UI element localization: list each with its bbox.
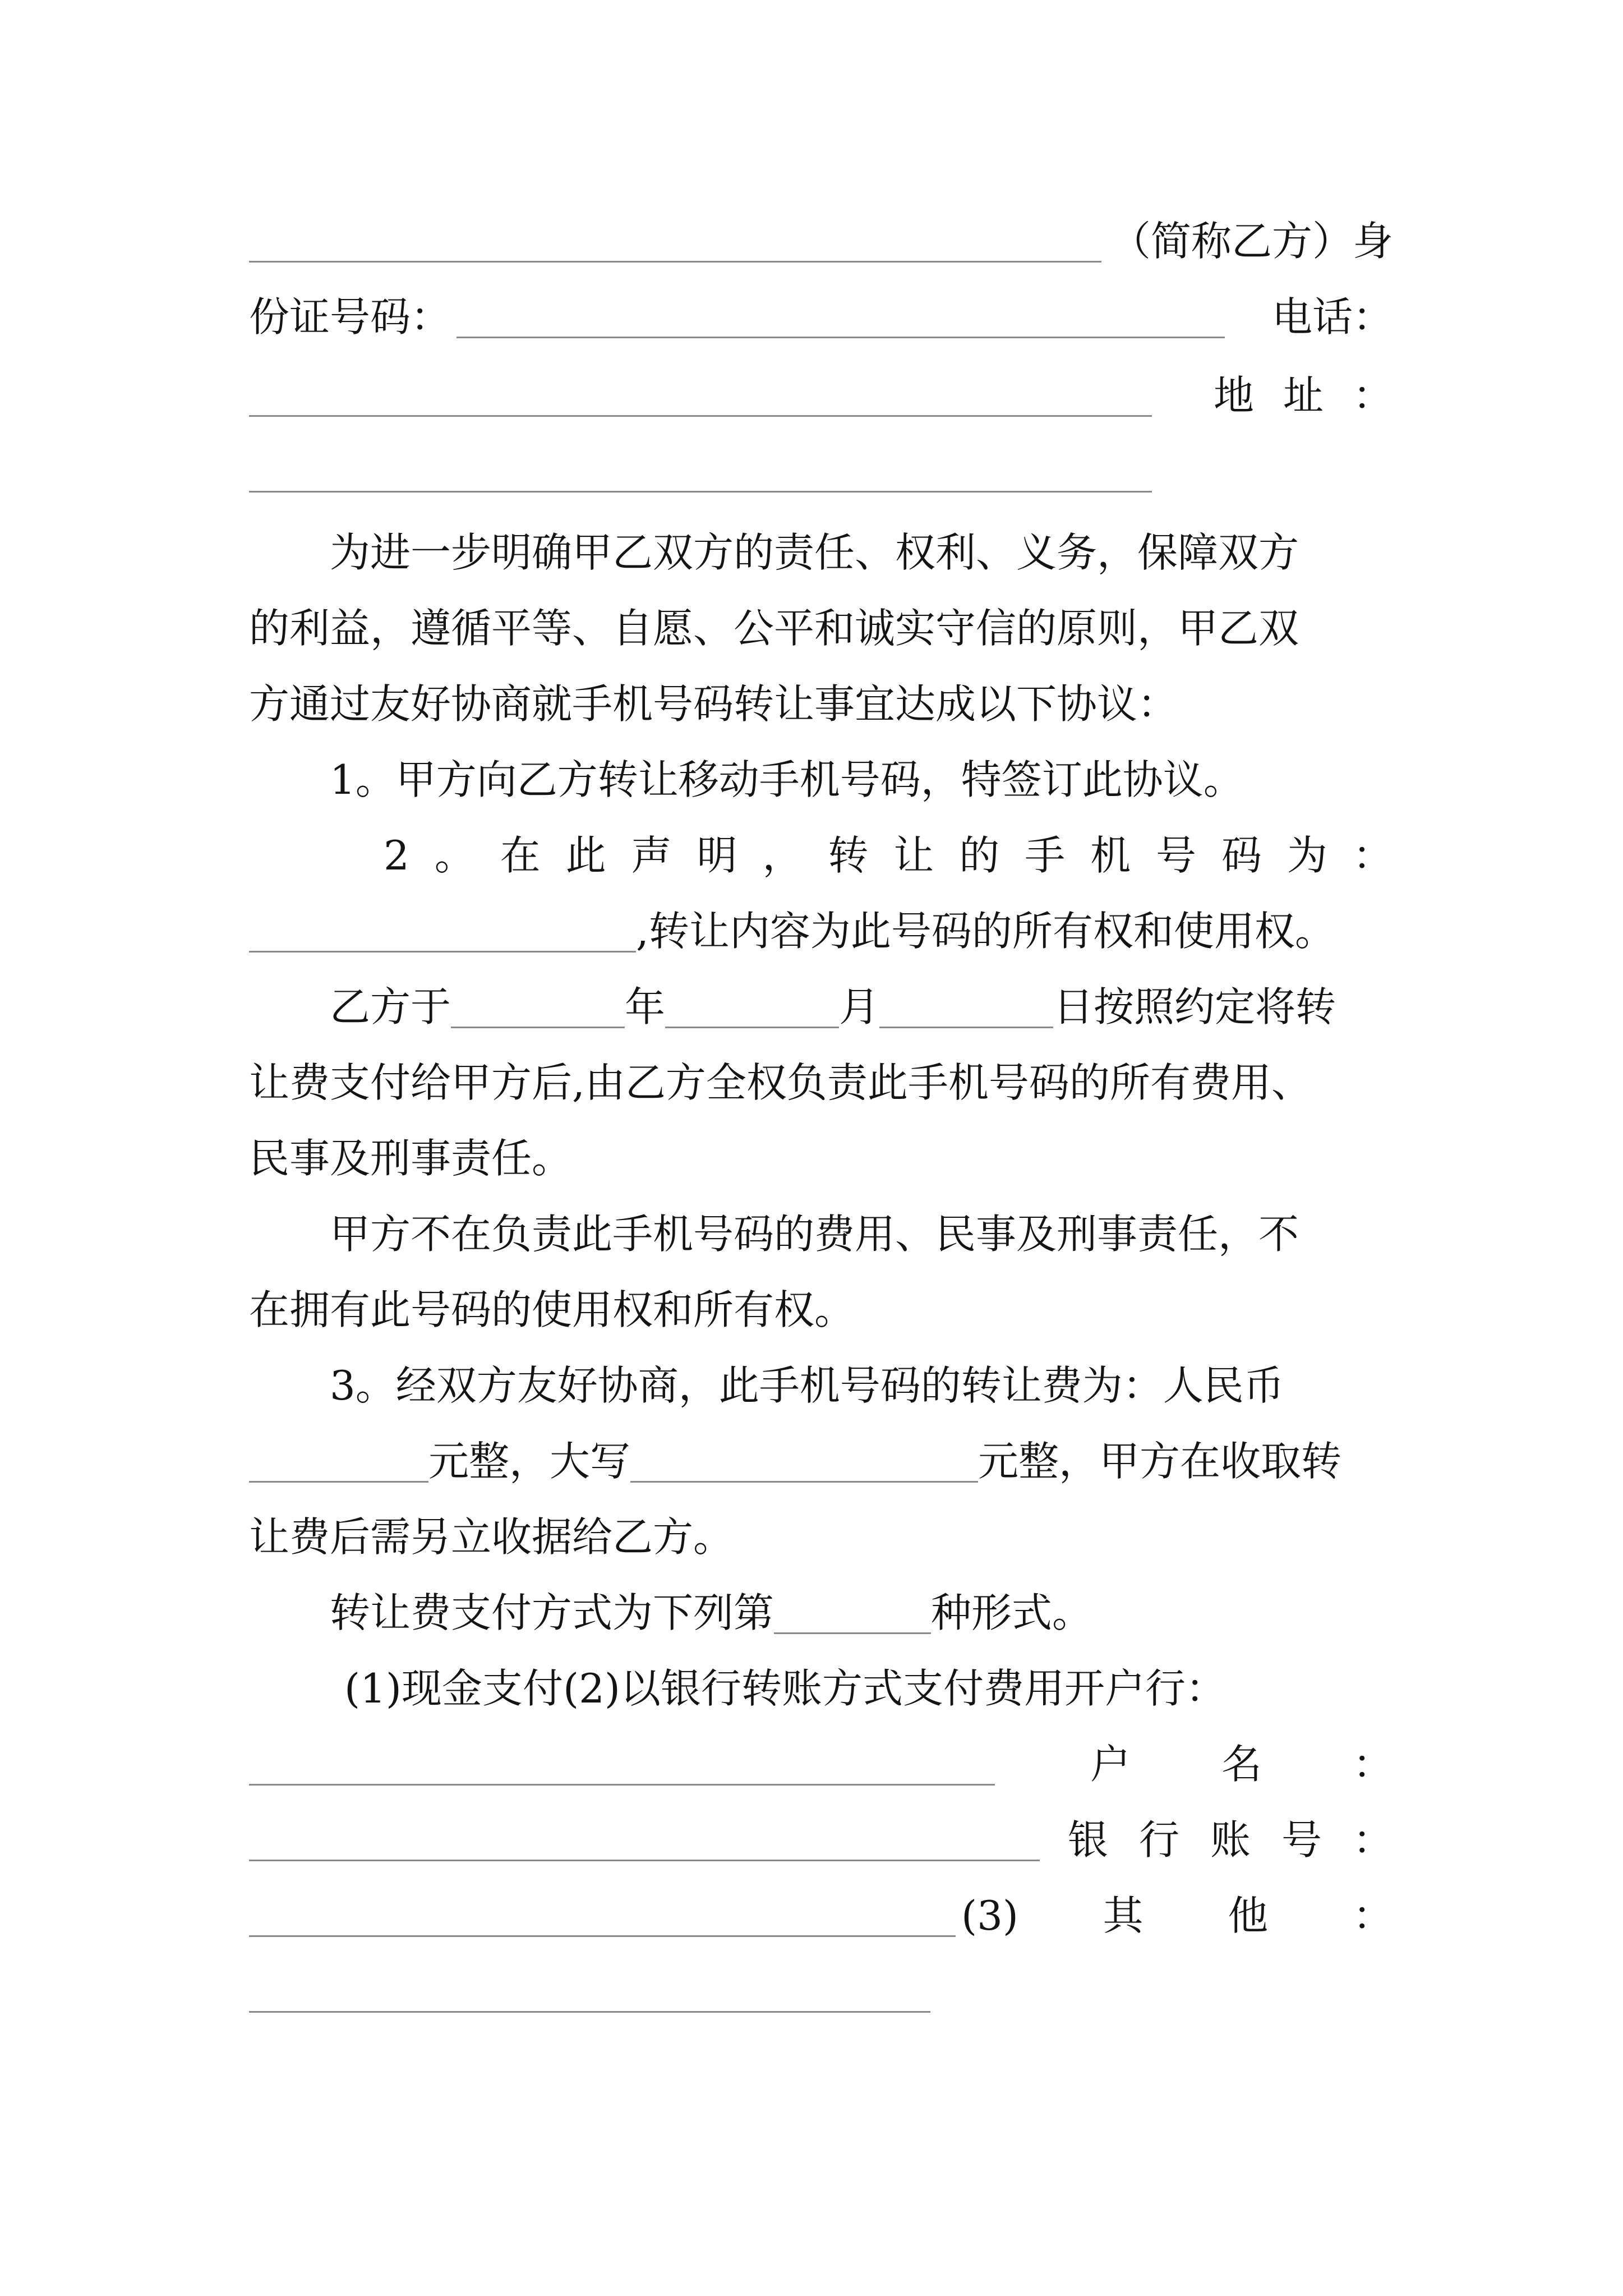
item-2-number: ,转让内容为此号码的所有权和使用权。 bbox=[249, 898, 1393, 965]
phone-label: 电话： bbox=[1271, 293, 1393, 341]
payment-choice-blank[interactable] bbox=[774, 1599, 931, 1634]
line-party-b-name bbox=[249, 208, 1393, 275]
date-line: 乙方于 年 月 日按照约定将转 bbox=[330, 983, 1336, 1030]
item-3-amount: 元整，大写 元整，甲方在收取转 bbox=[249, 1428, 1393, 1495]
line-phone-address bbox=[249, 362, 1393, 429]
party-b-label: （简称乙方）身 bbox=[1110, 218, 1393, 265]
day-blank[interactable] bbox=[879, 993, 1053, 1028]
account-number-label: 银 行 账 号 ： bbox=[1068, 1816, 1393, 1864]
account-number-line bbox=[249, 1806, 1393, 1874]
payment-options: (1)现金支付(2)以银行转账方式支付费用开户行： bbox=[344, 1665, 1226, 1712]
item-3-receipt: 让费后需另立收据给乙方。 bbox=[249, 1513, 734, 1561]
bank-blank[interactable] bbox=[249, 1750, 995, 1786]
party-a-release-2: 在拥有此号码的使用权和所有权。 bbox=[249, 1286, 855, 1333]
phone-blank[interactable] bbox=[249, 381, 1152, 417]
name-blank[interactable] bbox=[249, 227, 1101, 263]
other-method-blank[interactable] bbox=[249, 1977, 930, 2013]
month-blank[interactable] bbox=[665, 993, 839, 1028]
address-blank[interactable] bbox=[249, 457, 1152, 493]
item-1: 1。甲方向乙方转让移动手机号码，特签订此协议。 bbox=[330, 756, 1244, 803]
phone-number-blank[interactable] bbox=[249, 917, 636, 953]
id-number-blank[interactable] bbox=[457, 303, 1225, 338]
account-name-blank[interactable] bbox=[249, 1826, 1040, 1861]
amount-uppercase-blank[interactable] bbox=[630, 1447, 978, 1483]
other-method-line bbox=[249, 1882, 1393, 1949]
year-blank[interactable] bbox=[451, 993, 625, 1028]
intro-line-3: 方通过友好协商就手机号码转让事宜达成以下协议： bbox=[249, 680, 1178, 728]
line-address-blank bbox=[249, 438, 1393, 505]
account-number-blank[interactable] bbox=[249, 1902, 956, 1937]
item-2-chars: 2 。 在 此 声 明 ， 转 让 的 手 机 号 码 为 ： bbox=[384, 832, 1393, 879]
address-label: 地 址 ： bbox=[1214, 372, 1393, 419]
item-3: 3。经双方友好协商，此手机号码的转让费为：人民币 bbox=[330, 1362, 1284, 1409]
intro-line-2: 的利益，遵循平等、自愿、公平和诚实守信的原则，甲乙双 bbox=[249, 605, 1299, 652]
line-id-phone bbox=[249, 283, 1393, 351]
intro-line-1: 为进一步明确甲乙双方的责任、权利、义务，保障双方 bbox=[330, 529, 1299, 576]
other-blank-line bbox=[249, 1958, 1393, 2025]
payment-method: 转让费支付方式为下列第 种形式。 bbox=[330, 1589, 1093, 1636]
other-label: (3) 其 他 ： bbox=[961, 1892, 1393, 1939]
amount-blank[interactable] bbox=[249, 1447, 428, 1483]
account-name-label: 户 名 ： bbox=[1090, 1741, 1393, 1788]
item-2-declaration bbox=[249, 822, 1393, 889]
account-name-line bbox=[249, 1731, 1393, 1798]
id-number-label: 份证号码： bbox=[249, 293, 451, 341]
date-line-2: 让费支付给甲方后,由乙方全权负责此手机号码的所有费用、 bbox=[249, 1059, 1312, 1106]
party-a-release-1: 甲方不在负责此手机号码的费用、民事及刑事责任，不 bbox=[330, 1211, 1299, 1258]
date-line-3: 民事及刑事责任。 bbox=[249, 1135, 573, 1182]
